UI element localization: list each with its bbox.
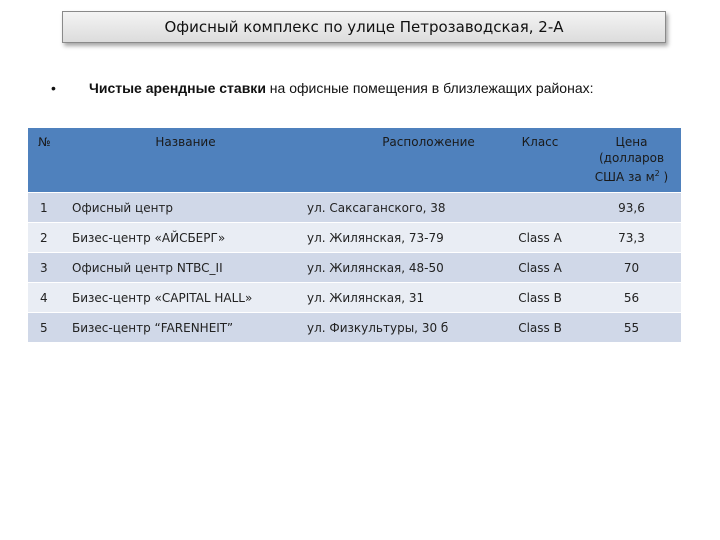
table-row [28,253,681,283]
header-name: Название [68,128,303,193]
header-class: Класс [498,128,582,193]
cell-price: 73,3 [582,223,681,253]
header-price-line3: США за м [594,170,655,184]
cell-num: 5 [28,313,68,343]
header-price [582,128,681,193]
slide-title-box [62,11,666,43]
cell-location: ул. Жилянская, 31 [303,283,498,313]
cell-class: Class A [498,253,582,283]
slide-title: Офисный комплекс по улице Петрозаводская, 2-А [164,18,564,36]
cell-location: ул. Жилянская, 48-50 [303,253,498,283]
table-row [28,283,681,313]
cell-name: Бизес-центр “FARENHEIT” [68,313,303,343]
table-row [28,313,681,343]
table-header-row [28,128,681,193]
bullet-bold-text: Чистые арендные ставки [89,80,266,96]
rates-table [28,128,681,342]
cell-num: 1 [28,193,68,223]
cell-price: 56 [582,283,681,313]
header-price-end: ) [659,170,669,184]
cell-name: Бизес-центр «АЙСБЕРГ» [68,223,303,253]
cell-name: Офисный центр NTBC_II [68,253,303,283]
cell-class: Class A [498,223,582,253]
cell-price: 70 [582,253,681,283]
header-price-line2: (долларов [598,151,665,165]
cell-name: Бизес-центр «CAPITAL HALL» [68,283,303,313]
cell-num: 4 [28,283,68,313]
header-location: Расположение [303,128,498,193]
cell-price: 93,6 [582,193,681,223]
header-price-line1: Цена [615,135,648,149]
cell-class: Class B [498,283,582,313]
cell-location: ул. Жилянская, 73-79 [303,223,498,253]
cell-num: 2 [28,223,68,253]
cell-class: Class B [498,313,582,343]
bullet-text [89,80,594,96]
cell-location: ул. Саксаганского, 38 [303,193,498,223]
cell-num: 3 [28,253,68,283]
cell-price: 55 [582,313,681,343]
table-row [28,223,681,253]
header-price-sup: 2 [654,169,660,178]
header-num: № [28,128,68,193]
cell-location: ул. Физкультуры, 30 б [303,313,498,343]
bullet-icon: • [51,80,56,96]
table-row [28,193,681,223]
cell-name: Офисный центр [68,193,303,223]
bullet-rest-text: на офисные помещения в близлежащих районах: [265,80,594,96]
cell-class [498,193,582,223]
